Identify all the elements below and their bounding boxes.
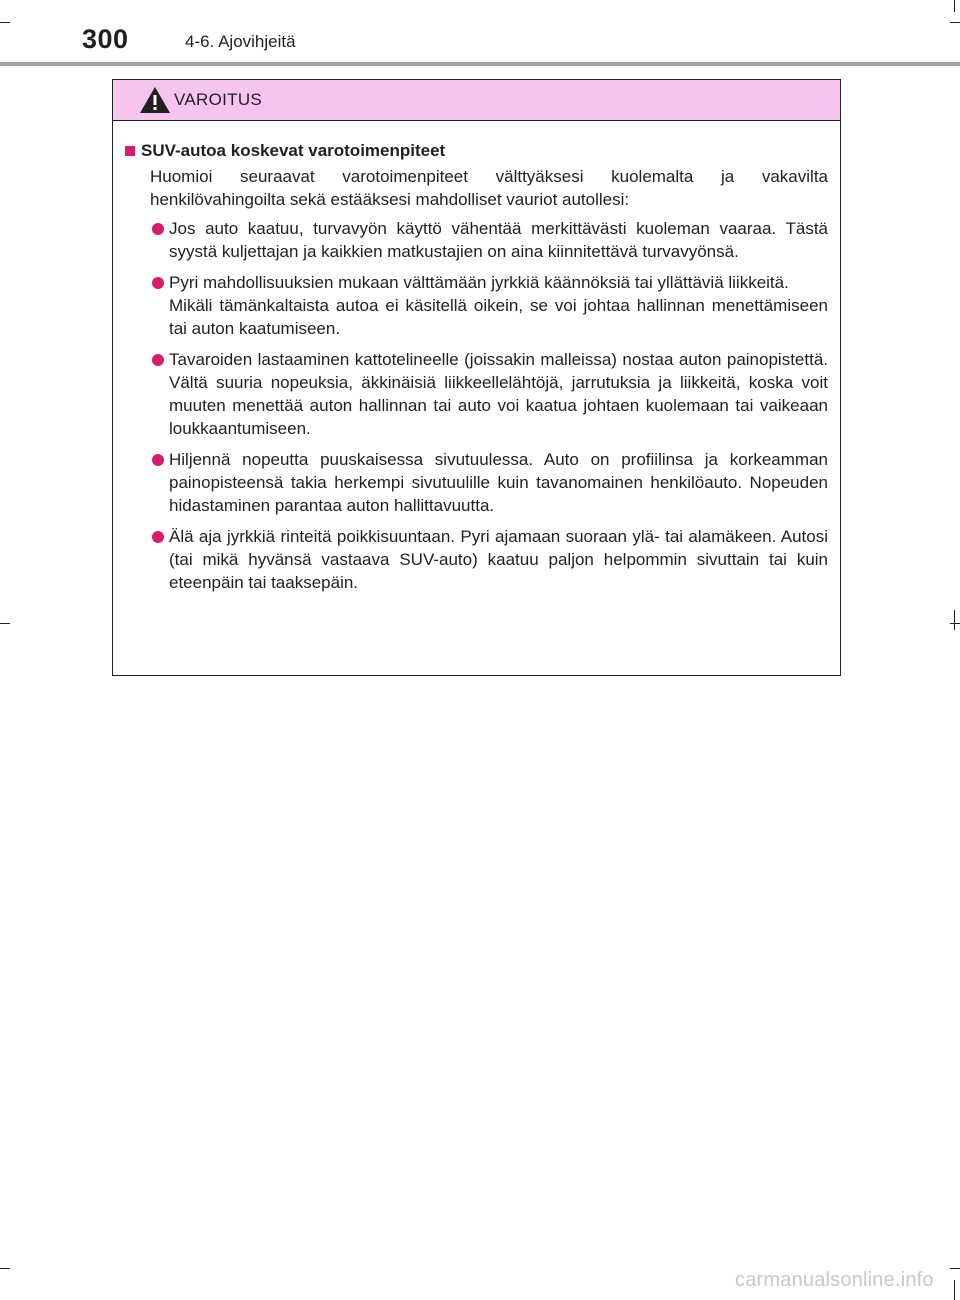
bullet-list xyxy=(125,217,828,594)
crop-mark-bottom-right xyxy=(950,1268,960,1269)
warning-triangle-icon xyxy=(139,86,171,114)
list-item xyxy=(125,525,828,594)
bullet-text: Älä aja jyrkkiä rinteitä poikkisuuntaan. Pyri ajamaan suoraan ylä- tai alamäkeen. Autosi (tai mikä hyvänsä vastaava SUV-auto) kaatuu paljon helpommin sivuttain tai kuin eteenpäin tai taaksepäin. xyxy=(169,527,828,592)
warning-box xyxy=(112,79,841,676)
page-header xyxy=(0,0,960,70)
watermark-url: carmanualsonline.info xyxy=(735,1269,934,1291)
bullet-text: Pyri mahdollisuuksien mukaan välttämään jyrkkiä käännöksiä tai yllättäviä liikkeitä. xyxy=(169,273,789,292)
bullet-dot-icon xyxy=(152,277,164,289)
warning-intro: Huomioi seuraavat varotoimenpiteet välttyäksesi kuolemalta ja vakavilta henkilövahingoilta sekä estääksesi mahdolliset vauriot autollesi: xyxy=(150,167,828,209)
bullet-dot-icon xyxy=(152,531,164,543)
list-item xyxy=(125,448,828,517)
square-bullet-icon xyxy=(125,146,135,156)
bullet-text: Hiljennä nopeutta puuskaisessa sivutuulessa. Auto on profiilinsa ja korkeamman painopisteensä takia herkempi sivutuulille kuin tavanomainen henkilöauto. Nopeuden hidastaminen parantaa auton hallittavuutta. xyxy=(169,450,828,515)
list-item xyxy=(125,348,828,440)
warning-header xyxy=(113,80,840,121)
bullet-text: Tavaroiden lastaaminen kattotelineelle (joissakin malleissa) nostaa auton painopistettä. Vältä suuria nopeuksia, äkkinäisiä liikkeellelähtöjä, jarrutuksia ja liikkeitä, koska voit muuten menettää auton hallinnan tai auto voi kaatua johtaen kuolemaan tai vaikeaan loukkaantumiseen. xyxy=(169,350,828,438)
bullet-dot-icon xyxy=(152,454,164,466)
page-number: 300 xyxy=(82,24,129,54)
list-item xyxy=(125,271,828,340)
section-title: 4-6. Ajovihjeitä xyxy=(185,32,296,51)
warning-body xyxy=(113,121,840,594)
crop-mark-bottom-right-vertical xyxy=(954,1280,955,1300)
warning-heading-text: SUV-autoa koskevat varotoimenpiteet xyxy=(141,141,446,160)
list-item xyxy=(125,217,828,263)
crop-mark-left-mid xyxy=(0,623,10,624)
crop-mark-bottom-left xyxy=(0,1268,10,1269)
warning-heading xyxy=(125,140,828,162)
bullet-text: Jos auto kaatuu, turvavyön käyttö vähentää merkittävästi kuoleman vaaraa. Tästä syystä kuljettajan ja kaikkien matkustajien on aina kiinnitettävä turvavyönsä. xyxy=(169,219,828,261)
header-rule xyxy=(0,62,960,66)
bullet-dot-icon xyxy=(152,354,164,366)
warning-label: VAROITUS xyxy=(174,90,263,109)
bullet-text-continued: Mikäli tämänkaltaista autoa ei käsitellä oikein, se voi johtaa hallinnan menettämiseen tai auton kaatumiseen. xyxy=(169,296,828,338)
bullet-dot-icon xyxy=(152,223,164,235)
crop-mark-right-mid xyxy=(950,623,960,624)
crop-mark-right-mid-vertical xyxy=(954,610,955,630)
